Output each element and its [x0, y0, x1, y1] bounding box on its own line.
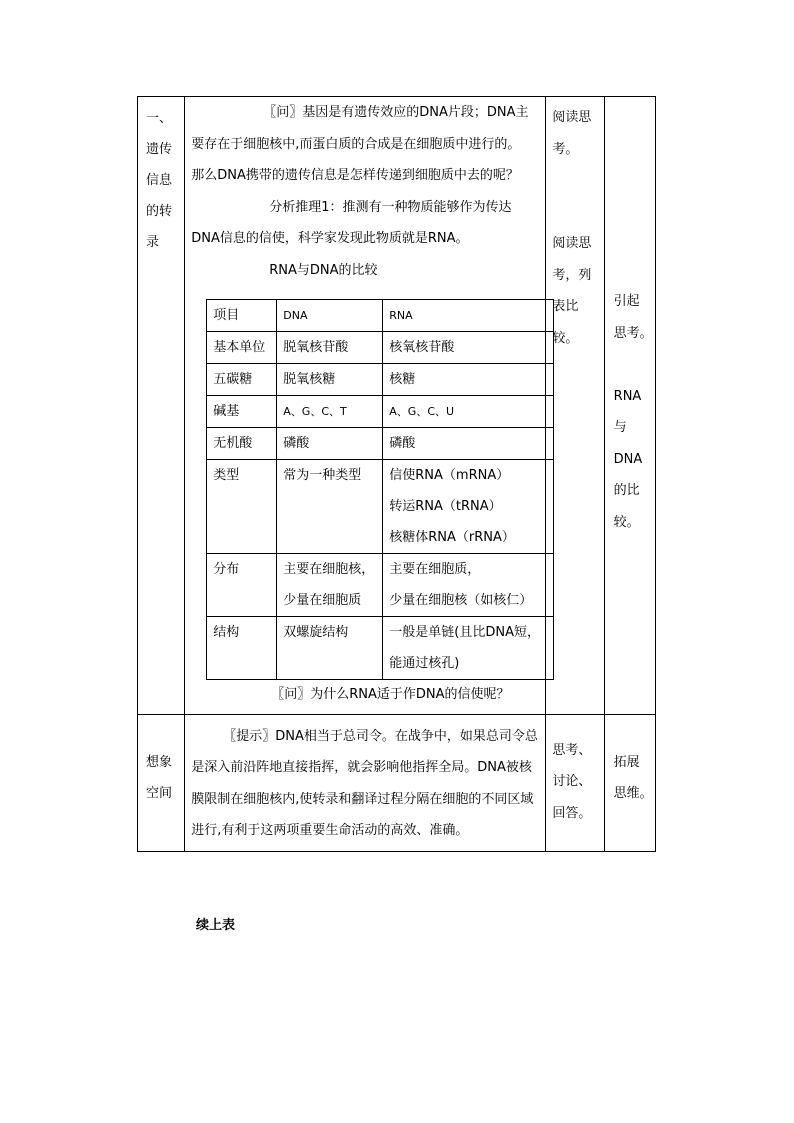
section-content — [185, 714, 546, 851]
cell-item: 碱基 — [207, 395, 277, 427]
table-row — [207, 459, 554, 553]
teacher-intent: 引起 思考。 RNA 与 DNA 的比 较。 — [604, 97, 655, 715]
table-row — [207, 553, 554, 616]
analysis-line: DNA信息的信使，科学家发现此物质就是RNA。 — [191, 231, 469, 246]
table-row — [207, 363, 554, 395]
table-row — [207, 331, 554, 363]
question-line: 那么DNA携带的遗传信息是怎样传递到细胞质中去的呢？ — [191, 168, 519, 183]
cell-item: 类型 — [207, 459, 277, 553]
table-row — [207, 616, 554, 679]
rna-type-line: 信使RNA（mRNA） — [389, 467, 510, 483]
cell-rna — [383, 459, 554, 553]
cell-dna — [277, 553, 383, 616]
section-label: 一、 遗传 信息 的转 录 — [138, 97, 185, 715]
cell-item: 分布 — [207, 553, 277, 616]
cell-rna: 核糖 — [383, 363, 554, 395]
cell-dna: A、G、C、T — [277, 395, 383, 427]
question-line: 要存在于细胞核中,而蛋白质的合成是在细胞质中进行的。 — [191, 136, 521, 152]
dist-line: 主要在细胞质， — [389, 561, 481, 577]
cell-dna: 磷酸 — [277, 427, 383, 459]
hint-text: 〖提示〗DNA相当于总司令。在战争中，如果总司令总是深入前沿阵地直接指挥，就会影响他指挥全局。DNA被核膜限制在细胞核内,使转录和翻译过程分隔在细胞的不同区域进行,有利于这两项重要生命活动的高效、准确。 — [191, 728, 538, 838]
question-two: 〖问〗为什么RNA适于作DNA的信使呢？ — [271, 686, 510, 702]
cell-rna — [383, 616, 554, 679]
section-label: 想象 空间 — [138, 714, 185, 851]
teacher-intent: 拓展 思维。 — [604, 714, 655, 851]
header-dna: DNA — [277, 299, 383, 331]
dist-line: 主要在细胞核， — [283, 561, 375, 577]
section-content — [185, 97, 546, 715]
struct-line: 能通过核孔) — [389, 655, 460, 671]
header-rna: RNA — [383, 299, 554, 331]
table-row — [207, 427, 554, 459]
rna-type-line: 转运RNA（tRNA） — [389, 498, 502, 514]
row-transcription — [138, 97, 656, 715]
cell-dna: 双螺旋结构 — [277, 616, 383, 679]
continued-label: 续上表 — [196, 918, 236, 933]
cell-rna — [383, 553, 554, 616]
table-caption: RNA与DNA的比较 — [269, 262, 378, 278]
cell-rna: A、G、C、U — [383, 395, 554, 427]
header-item: 项目 — [207, 299, 277, 331]
cell-dna: 常为一种类型 — [277, 459, 383, 553]
lesson-plan-table — [137, 96, 656, 852]
cell-rna: 核氧核苷酸 — [383, 331, 554, 363]
student-activity: 阅读思 考。 阅读思 考，列 表比较。 — [546, 97, 604, 715]
rna-dna-comparison-table — [206, 299, 554, 680]
cell-item: 无机酸 — [207, 427, 277, 459]
row-imagination — [138, 714, 656, 851]
dist-line: 少量在细胞质 — [283, 592, 362, 608]
struct-line: 一般是单链(且比DNA短， — [389, 624, 540, 640]
table-row — [207, 395, 554, 427]
analysis-line: 分析推理1：推测有一种物质能够作为传达 — [269, 199, 512, 215]
cell-item: 结构 — [207, 616, 277, 679]
question-line: 〖问〗基因是有遗传效应的DNA片段；DNA主 — [263, 105, 529, 120]
cell-rna: 磷酸 — [383, 427, 554, 459]
cell-dna: 脱氧核苷酸 — [277, 331, 383, 363]
dist-line: 少量在细胞核（如核仁） — [389, 592, 533, 608]
table-header-row — [207, 299, 554, 331]
cell-item: 五碳糖 — [207, 363, 277, 395]
cell-item: 基本单位 — [207, 331, 277, 363]
rna-type-line: 核糖体RNA（rRNA） — [389, 529, 515, 545]
cell-dna: 脱氧核糖 — [277, 363, 383, 395]
student-activity: 思考、 讨论、 回答。 — [546, 714, 604, 851]
